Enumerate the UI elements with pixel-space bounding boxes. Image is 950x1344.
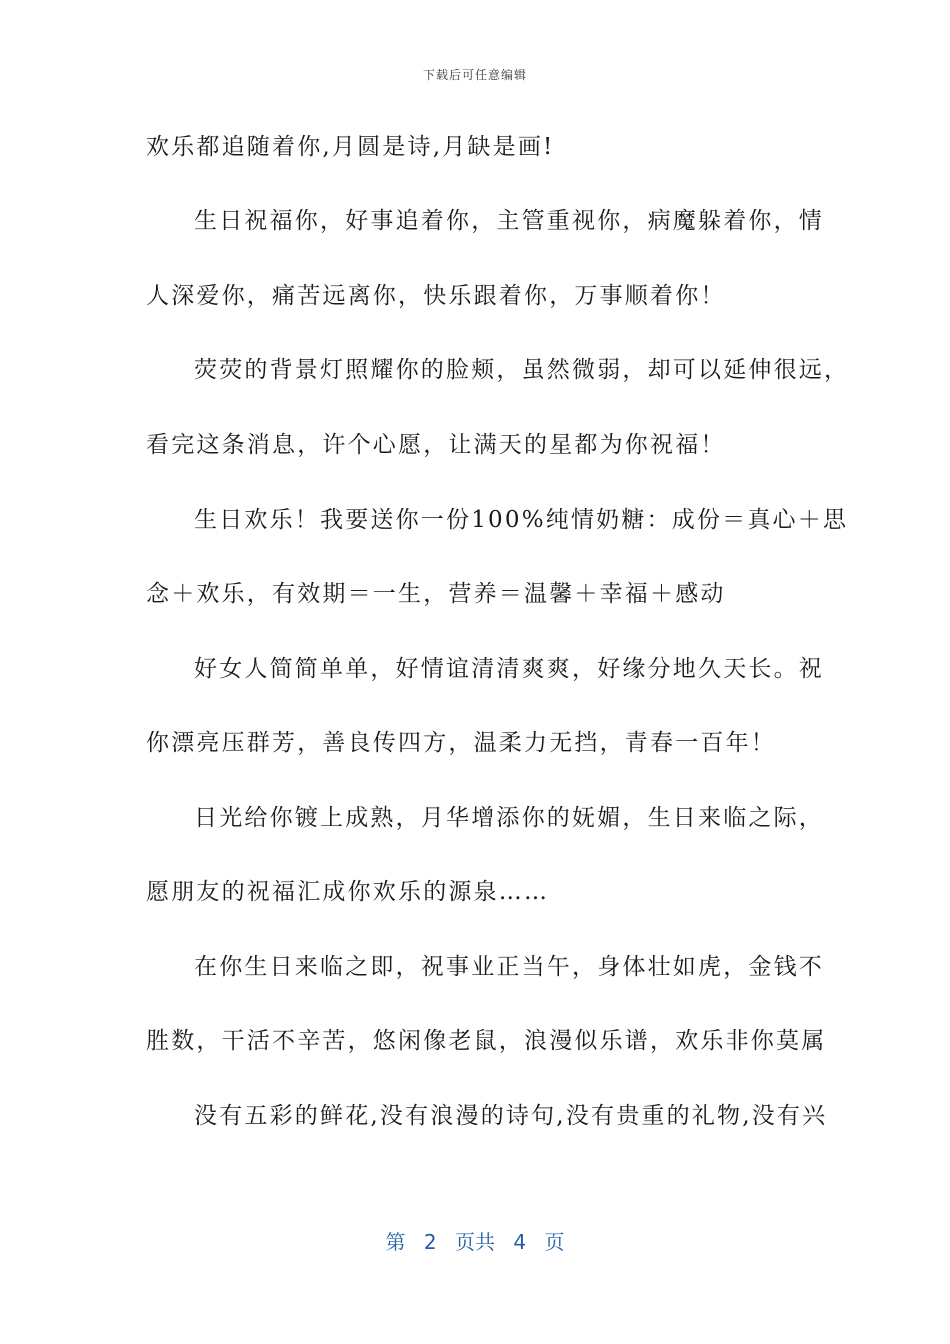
text-line: 荧荧的背景灯照耀你的脸颊，虽然微弱，却可以延伸很远， [194,357,850,383]
text-line: 看完这条消息，许个心愿，让满天的星都为你祝福！ [146,432,726,458]
text-line: 愿朋友的祝福汇成你欢乐的源泉…… [146,879,550,905]
page-footer [0,1226,950,1255]
footer-label-di: 第 [385,1230,406,1254]
text-line: 念＋欢乐，有效期＝一生，营养＝温馨＋幸福＋感动 [146,581,726,607]
footer-total-pages: 4 [513,1230,527,1254]
text-line: 生日欢乐！我要送你一份100%纯情奶糖：成份＝真心＋思 [194,507,849,533]
text-line: 胜数，干活不辛苦，悠闲像老鼠，浪漫似乐谱，欢乐非你莫属 [146,1028,827,1054]
footer-label-ye: 页 [544,1230,565,1254]
footer-current-page: 2 [423,1230,437,1254]
text-line: 在你生日来临之即，祝事业正当午，身体壮如虎，金钱不 [194,954,824,980]
text-line: 生日祝福你，好事追着你，主管重视你，病魔躲着你，情 [194,208,824,234]
footer-label-ye-gong: 页共 [455,1230,495,1254]
text-line: 好女人简简单单，好情谊清清爽爽，好缘分地久天长。祝 [194,656,824,682]
text-line: 没有五彩的鲜花,没有浪漫的诗句,没有贵重的礼物,没有兴 [194,1103,828,1129]
header-note: 下载后可任意编辑 [422,68,527,82]
text-line: 你漂亮压群芳，善良传四方，温柔力无挡，青春一百年！ [146,730,776,756]
text-line: 人深爱你，痛苦远离你，快乐跟着你，万事顺着你！ [146,283,726,309]
text-line: 日光给你镀上成熟，月华增添你的妩媚，生日来临之际， [194,805,824,831]
text-line: 欢乐都追随着你,月圆是诗,月缺是画! [146,134,555,160]
